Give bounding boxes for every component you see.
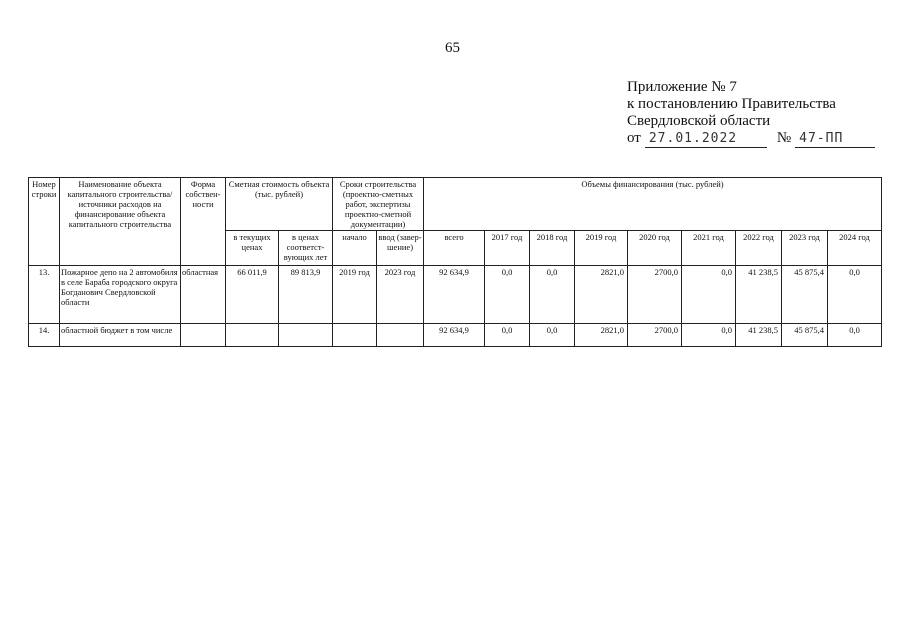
cell-2024: 0,0: [828, 266, 882, 324]
cell-start: 2019 год: [333, 266, 377, 324]
cell-2018: 0,0: [530, 266, 575, 324]
header-current-prices: в текущих ценах: [226, 231, 279, 266]
cell-2024: 0,0: [828, 324, 882, 347]
date-label: от: [627, 130, 641, 146]
header-year-prices: в ценах соответст-вующих лет: [279, 231, 333, 266]
header-year-2019: 2019 год: [575, 231, 628, 266]
cell-total: 92 634,9: [424, 324, 485, 347]
appendix-dateline: [627, 130, 875, 148]
cell-2019: 2821,0: [575, 324, 628, 347]
header-year-2017: 2017 год: [485, 231, 530, 266]
header-start: начало: [333, 231, 377, 266]
cell-ownership: [181, 324, 226, 347]
cell-2021: 0,0: [682, 266, 736, 324]
header-year-2018: 2018 год: [530, 231, 575, 266]
header-object-name: Наименование объекта капитального строительства/источники расходов на финансирование объекта капитального строительства: [60, 178, 181, 266]
cell-total: 92 634,9: [424, 266, 485, 324]
cell-object-name: областной бюджет в том числе: [60, 324, 181, 347]
cell-2022: 41 238,5: [736, 266, 782, 324]
cell-commission: [377, 324, 424, 347]
cell-2017: 0,0: [485, 266, 530, 324]
cell-year-prices: [279, 324, 333, 347]
cell-2021: 0,0: [682, 324, 736, 347]
cell-2017: 0,0: [485, 324, 530, 347]
header-funding-volumes: Объемы финансирования (тыс. рублей): [424, 178, 882, 231]
cell-2020: 2700,0: [628, 324, 682, 347]
cell-commission: 2023 год: [377, 266, 424, 324]
cell-2019: 2821,0: [575, 266, 628, 324]
cell-row-number: 13.: [29, 266, 60, 324]
header-construction-terms: Сроки строительства (проектно-сметных работ, экспертизы проектно-сметной документации): [333, 178, 424, 231]
cell-object-name: Пожарное депо на 2 автомобиля в селе Бараба городского округа Богданович Свердловской области: [60, 266, 181, 324]
table-row: [29, 266, 882, 324]
financing-table: [28, 177, 882, 347]
header-year-2023: 2023 год: [782, 231, 828, 266]
cell-2023: 45 875,4: [782, 324, 828, 347]
cell-2020: 2700,0: [628, 266, 682, 324]
header-year-2021: 2021 год: [682, 231, 736, 266]
header-row-number: Номер строки: [29, 178, 60, 266]
appendix-header: [627, 79, 875, 148]
number-label: №: [776, 130, 792, 146]
header-year-2024: 2024 год: [828, 231, 882, 266]
cell-ownership: областная: [181, 266, 226, 324]
date-value: 27.01.2022: [645, 130, 767, 148]
cell-2022: 41 238,5: [736, 324, 782, 347]
appendix-resolution: к постановлению Правительства: [627, 96, 836, 112]
header-estimated-cost: Сметная стоимость объекта (тыс. рублей): [226, 178, 333, 231]
cell-year-prices: 89 813,9: [279, 266, 333, 324]
appendix-region: Свердловской области: [627, 113, 771, 129]
cell-2018: 0,0: [530, 324, 575, 347]
cell-start: [333, 324, 377, 347]
table-row: [29, 324, 882, 347]
header-ownership: Форма собствен-ности: [181, 178, 226, 266]
cell-current-prices: 66 011,9: [226, 266, 279, 324]
appendix-title: Приложение № 7: [627, 79, 737, 95]
header-year-2022: 2022 год: [736, 231, 782, 266]
header-commission: ввод (завер-шение): [377, 231, 424, 266]
page-number: 65: [445, 40, 460, 56]
cell-2023: 45 875,4: [782, 266, 828, 324]
number-value: 47-ПП: [795, 130, 875, 148]
header-total: всего: [424, 231, 485, 266]
cell-current-prices: [226, 324, 279, 347]
header-year-2020: 2020 год: [628, 231, 682, 266]
cell-row-number: 14.: [29, 324, 60, 347]
